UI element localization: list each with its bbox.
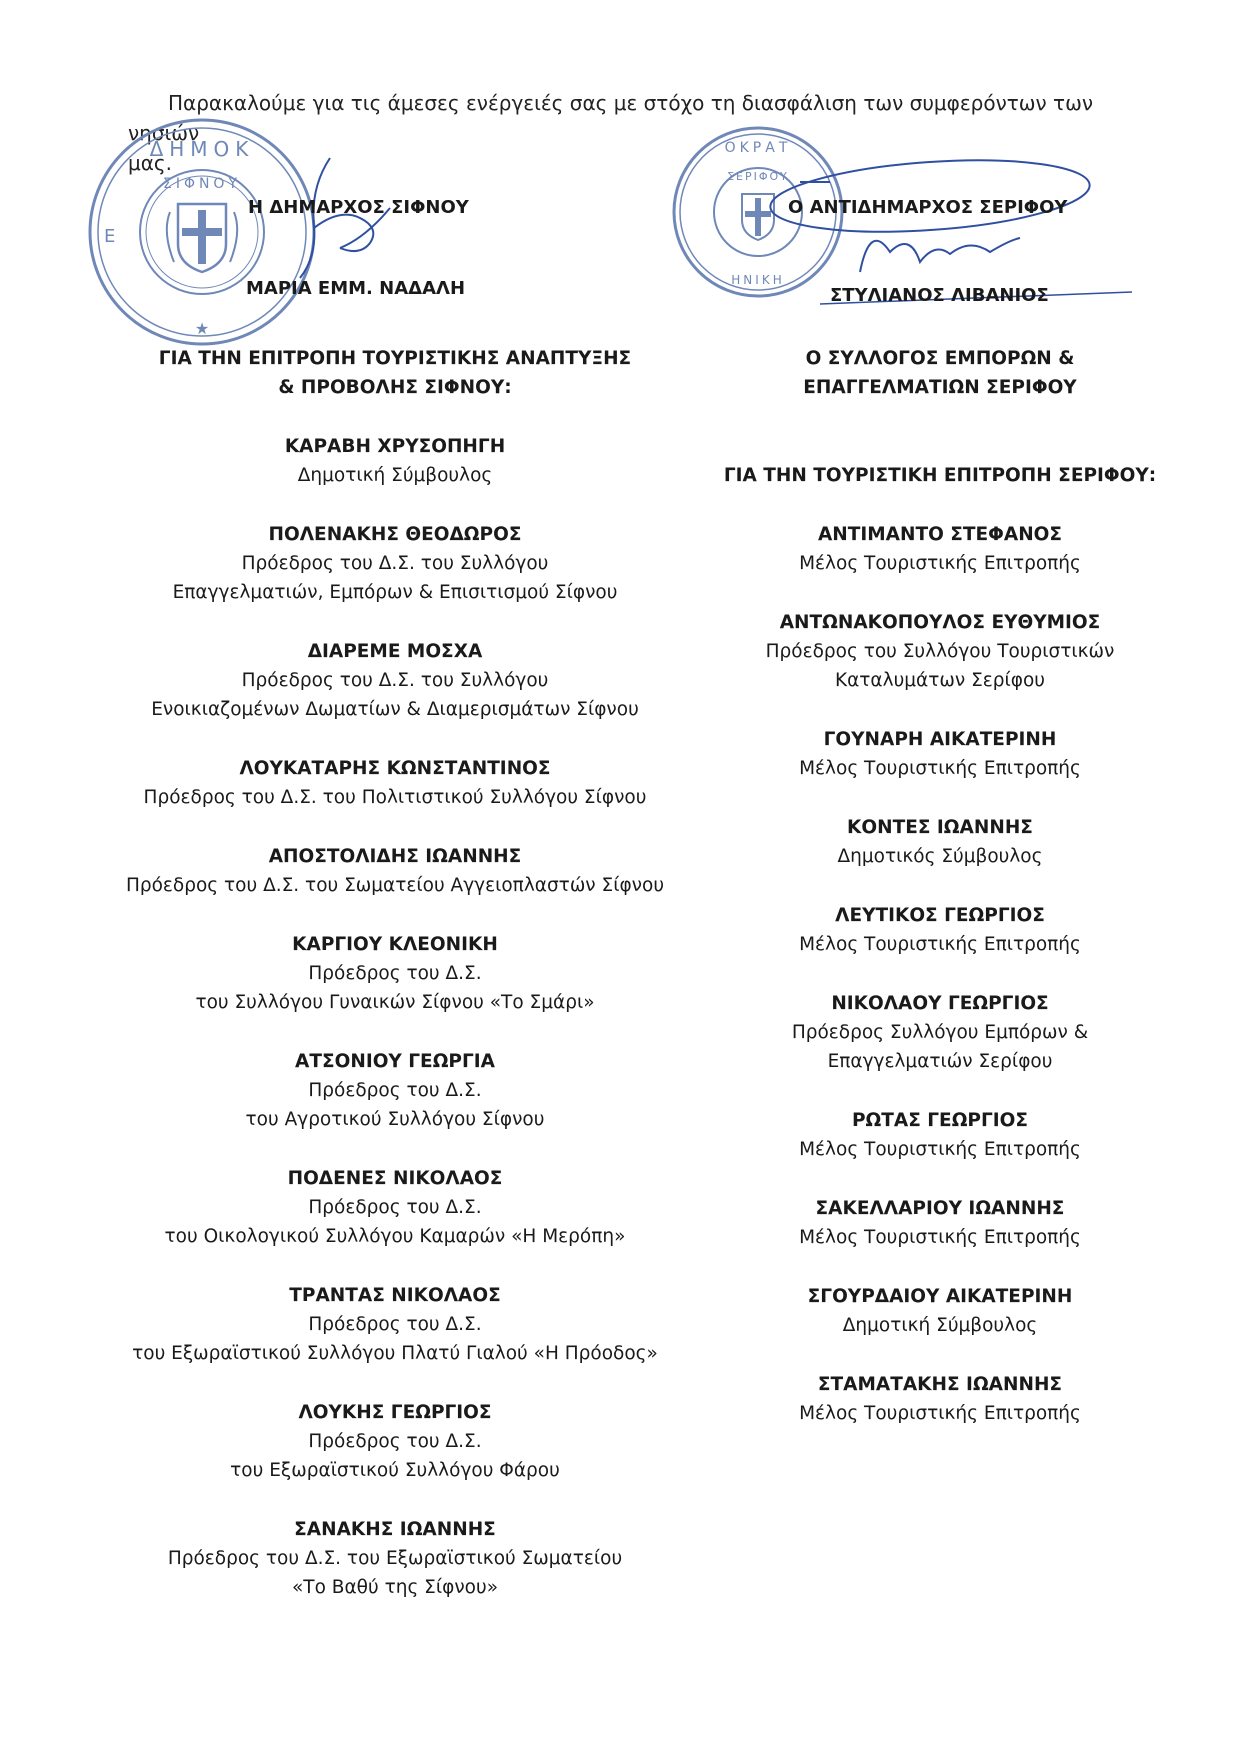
signatory-entry xyxy=(90,1515,700,1602)
signatory-entry xyxy=(700,725,1180,783)
sifnos-mayor-title: Η ΔΗΜΑΡΧΟΣ ΣΙΦΝΟΥ xyxy=(248,197,469,218)
signatory-name: ΡΩΤΑΣ ΓΕΩΡΓΙΟΣ xyxy=(851,1110,1029,1131)
signatory-role-line: Πρόεδρος του Δ.Σ. του Εξωραϊστικού Σωματείου xyxy=(167,1548,623,1569)
signatory-name: ΑΠΟΣΤΟΛΙΔΗΣ ΙΩΑΝΝΗΣ xyxy=(268,846,522,867)
signatory-role-line: Πρόεδρος του Δ.Σ. xyxy=(308,963,482,984)
signatory-entry xyxy=(90,842,700,900)
intro-line-2: μας. xyxy=(128,151,173,175)
signatory-entry xyxy=(700,901,1180,959)
sifnos-mayor-name: ΜΑΡΙΑ ΕΜΜ. ΝΑΔΑΛΗ xyxy=(246,278,466,299)
signatory-entry xyxy=(90,930,700,1017)
signatory-name: ΓΟΥΝΑΡΗ ΑΙΚΑΤΕΡΙΝΗ xyxy=(823,729,1057,750)
serifos-signatory-list xyxy=(700,490,1180,1428)
serifos-committee-header: ΓΙΑ ΤΗΝ ΤΟΥΡΙΣΤΙΚΗ ΕΠΙΤΡΟΠΗ ΣΕΡΙΦΟΥ: xyxy=(723,465,1157,486)
signatory-name: ΚΑΡΑΒΗ ΧΡΥΣΟΠΗΓΗ xyxy=(284,436,506,457)
svg-text:ΔΗΜΟΚ: ΔΗΜΟΚ xyxy=(149,137,255,161)
signatory-role-line: του Εξωραϊστικού Συλλόγου Πλατύ Γιαλού «Η Πρόοδος» xyxy=(132,1343,658,1364)
signatory-entry xyxy=(90,1398,700,1485)
signatory-entry xyxy=(700,1194,1180,1252)
signatory-role-line: Δημοτικός Σύμβουλος xyxy=(837,846,1043,867)
serifos-merchants-association-header: Ο ΣΥΛΛΟΓΟΣ ΕΜΠΟΡΩΝ & ΕΠΑΓΓΕΛΜΑΤΙΩΝ ΣΕΡΙΦΟΥ xyxy=(803,348,1077,398)
greek-coat-of-arms-icon xyxy=(167,204,237,272)
signatory-entry xyxy=(700,813,1180,871)
signatory-role-line: Ενοικιαζομένων Δωματίων & Διαμερισμάτων Σίφνου xyxy=(151,699,639,720)
svg-text:★: ★ xyxy=(194,319,210,338)
signatory-role-line: Μέλος Τουριστικής Επιτροπής xyxy=(799,758,1081,779)
signatory-name: ΤΡΑΝΤΑΣ ΝΙΚΟΛΑΟΣ xyxy=(289,1285,501,1306)
signatory-name: ΛΟΥΚΗΣ ΓΕΩΡΓΙΟΣ xyxy=(298,1402,492,1423)
signatory-role-line: Μέλος Τουριστικής Επιτροπής xyxy=(799,1139,1081,1160)
signatory-entry xyxy=(90,520,700,607)
signatory-role-line: Πρόεδρος του Δ.Σ. xyxy=(308,1314,482,1335)
svg-text:Ε: Ε xyxy=(104,226,116,247)
signatory-name: ΝΙΚΟΛΑΟΥ ΓΕΩΡΓΙΟΣ xyxy=(831,993,1049,1014)
signatory-role-line: Πρόεδρος του Δ.Σ. του Συλλόγου xyxy=(241,553,549,574)
sifnos-signatories-column xyxy=(90,344,700,1602)
signatory-entry xyxy=(90,1281,700,1368)
signatory-entry xyxy=(700,520,1180,578)
signatory-role-line: Πρόεδρος του Δ.Σ. του Συλλόγου xyxy=(241,670,549,691)
signatory-name: ΛΟΥΚΑΤΑΡΗΣ ΚΩΝΣΤΑΝΤΙΝΟΣ xyxy=(239,758,551,779)
signatory-role-line: Μέλος Τουριστικής Επιτροπής xyxy=(799,553,1081,574)
signatory-name: ΣΑΝΑΚΗΣ ΙΩΑΝΝΗΣ xyxy=(294,1519,496,1540)
signatory-role-line: Πρόεδρος του Δ.Σ. xyxy=(308,1431,482,1452)
signatory-name: ΚΟΝΤΕΣ ΙΩΑΝΝΗΣ xyxy=(847,817,1033,838)
signatory-name: ΣΓΟΥΡΔΑΙΟΥ ΑΙΚΑΤΕΡΙΝΗ xyxy=(807,1286,1073,1307)
signatory-role-line: Μέλος Τουριστικής Επιτροπής xyxy=(799,1403,1081,1424)
signatory-entry xyxy=(90,432,700,490)
signatory-entry xyxy=(700,1282,1180,1340)
signatory-role-line: του Συλλόγου Γυναικών Σίφνου «Το Σμάρι» xyxy=(195,992,595,1013)
signatory-name: ΠΟΔΕΝΕΣ ΝΙΚΟΛΑΟΣ xyxy=(287,1168,503,1189)
signatory-name: ΑΤΣΟΝΙΟΥ ΓΕΩΡΓΙΑ xyxy=(295,1051,495,1072)
signatory-role-line: Επαγγελματιών, Εμπόρων & Επισιτισμού Σίφνου xyxy=(172,582,618,603)
serifos-deputy-mayor-name: ΣΤΥΛΙΑΝΟΣ ΛΙΒΑΝΙΟΣ xyxy=(830,285,1049,306)
signatory-entry xyxy=(700,1370,1180,1428)
signatory-role-line: Πρόεδρος του Δ.Σ. του Σωματείου Αγγειοπλαστών Σίφνου xyxy=(125,875,665,896)
signatory-role-line: Πρόεδρος του Συλλόγου Τουριστικών xyxy=(765,641,1115,662)
signatory-role-line: του Οικολογικού Συλλόγου Καμαρών «Η Μερόπη» xyxy=(164,1226,626,1247)
signatory-role-line: Επαγγελματιών Σερίφου xyxy=(827,1051,1053,1072)
sifnos-signatory-list xyxy=(90,402,700,1602)
signatory-role-line: Πρόεδρος του Δ.Σ. του Πολιτιστικού Συλλόγου Σίφνου xyxy=(143,787,647,808)
signatory-role-line: Μέλος Τουριστικής Επιτροπής xyxy=(799,1227,1081,1248)
signatory-role-line: «Το Βαθύ της Σίφνου» xyxy=(291,1577,499,1598)
signatory-role-line: Μέλος Τουριστικής Επιτροπής xyxy=(799,934,1081,955)
sifnos-committee-header: ΓΙΑ ΤΗΝ ΕΠΙΤΡΟΠΗ ΤΟΥΡΙΣΤΙΚΗΣ ΑΝΑΠΤΥΞΗΣ & ΠΡΟΒΟΛΗΣ ΣΙΦΝΟΥ: xyxy=(158,348,632,398)
signatory-name: ΛΕΥΤΙΚΟΣ ΓΕΩΡΓΙΟΣ xyxy=(835,905,1045,926)
signatory-role-line: Δημοτική Σύμβουλος xyxy=(842,1315,1038,1336)
signatory-entry xyxy=(700,608,1180,695)
signatory-entry xyxy=(90,754,700,812)
intro-line-1: Παρακαλούμε για τις άμεσες ενέργειές σας με στόχο τη διασφάλιση των συμφερόντων των νησιών xyxy=(128,91,1094,145)
signatory-entry xyxy=(700,989,1180,1076)
signatory-role-line: Πρόεδρος του Δ.Σ. xyxy=(308,1080,482,1101)
signatory-role-line: Καταλυμάτων Σερίφου xyxy=(834,670,1046,691)
signatory-name: ΣΑΚΕΛΛΑΡΙΟΥ ΙΩΑΝΝΗΣ xyxy=(815,1198,1065,1219)
signatory-name: ΚΑΡΓΙΟΥ ΚΛΕΟΝΙΚΗ xyxy=(292,934,498,955)
signatory-role-line: του Αγροτικού Συλλόγου Σίφνου xyxy=(245,1109,545,1130)
signatory-entry xyxy=(700,1106,1180,1164)
signatory-role-line: Πρόεδρος του Δ.Σ. xyxy=(308,1197,482,1218)
signatory-name: ΔΙΑΡΕΜΕ ΜΟΣΧΑ xyxy=(307,641,483,662)
svg-text:ΟΚΡΑΤ: ΟΚΡΑΤ xyxy=(724,140,792,156)
svg-text:ΣΙΦΝΟΥ: ΣΙΦΝΟΥ xyxy=(162,176,242,192)
signatory-name: ΠΟΛΕΝΑΚΗΣ ΘΕΟΔΩΡΟΣ xyxy=(268,524,522,545)
serifos-signatories-column xyxy=(700,344,1180,1428)
signatory-role-line: Δημοτική Σύμβουλος xyxy=(297,465,493,486)
svg-text:ΣΕΡΙΦΟΥ: ΣΕΡΙΦΟΥ xyxy=(727,170,789,183)
signatory-name: ΑΝΤΩΝΑΚΟΠΟΥΛΟΣ ΕΥΘΥΜΙΟΣ xyxy=(779,612,1101,633)
signatory-entry xyxy=(90,1164,700,1251)
signatory-entry xyxy=(90,637,700,724)
signatory-role-line: του Εξωραϊστικού Συλλόγου Φάρου xyxy=(230,1460,560,1481)
signatory-role-line: Πρόεδρος Συλλόγου Εμπόρων & xyxy=(791,1022,1089,1043)
svg-text:ΗΝΙΚΗ: ΗΝΙΚΗ xyxy=(731,273,785,287)
signatory-name: ΑΝΤΙΜΑΝΤΟ ΣΤΕΦΑΝΟΣ xyxy=(817,524,1063,545)
serifos-deputy-mayor-title: Ο ΑΝΤΙΔΗΜΑΡΧΟΣ ΣΕΡΙΦΟΥ xyxy=(788,197,1068,218)
signatory-entry xyxy=(90,1047,700,1134)
sifnos-handwritten-signature xyxy=(270,148,410,288)
signatory-name: ΣΤΑΜΑΤΑΚΗΣ ΙΩΑΝΝΗΣ xyxy=(817,1374,1063,1395)
